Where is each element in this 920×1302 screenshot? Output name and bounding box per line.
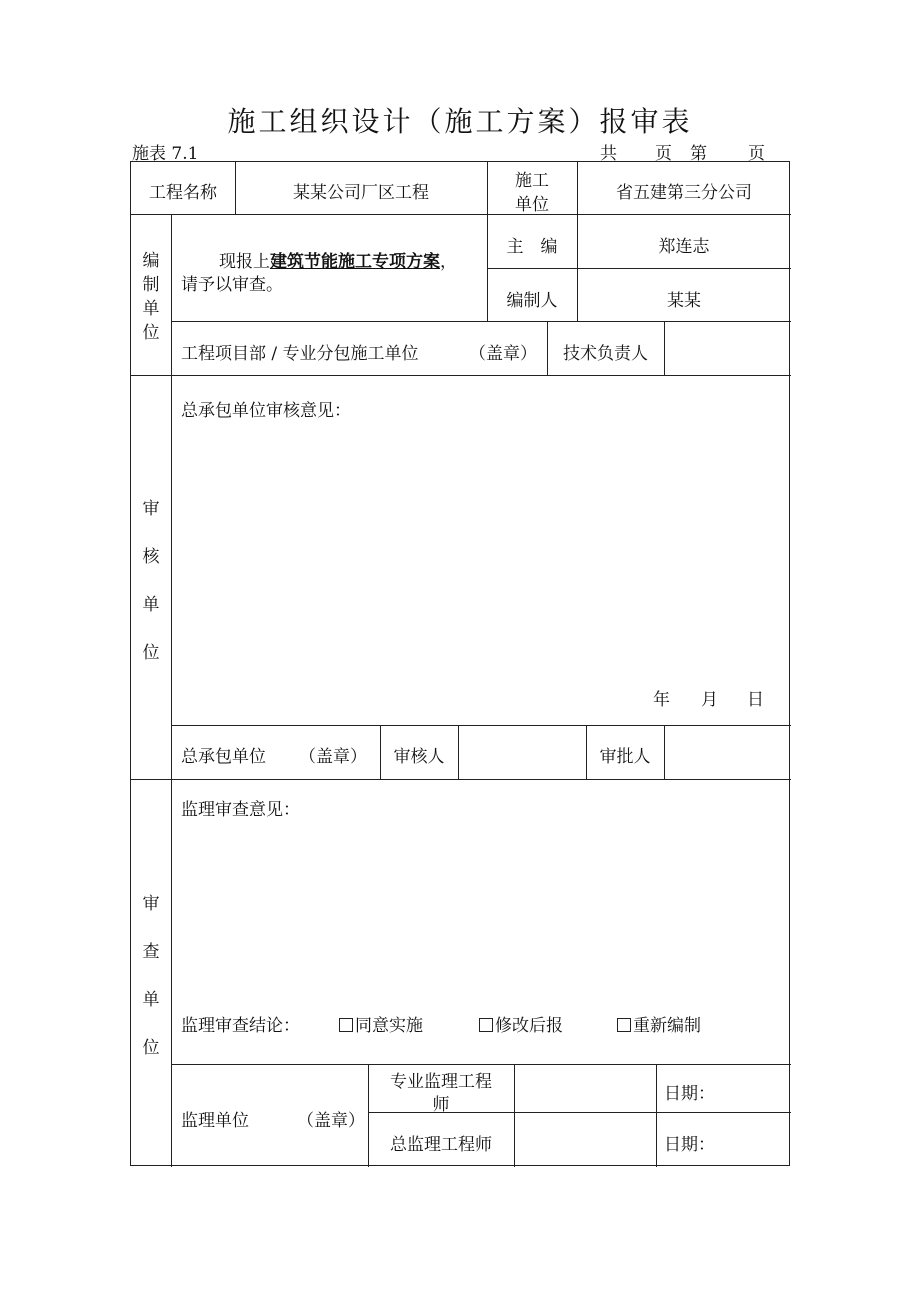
inspect-seal: （盖章） bbox=[297, 1111, 365, 1131]
date-label-2: 日期： bbox=[664, 1135, 715, 1155]
construction-unit-value: 省五建第三分公司 bbox=[616, 183, 752, 203]
reviewer-label: 审核人 bbox=[393, 747, 445, 767]
page-nth-label: 第 bbox=[690, 144, 707, 164]
review-side-char-3: 单 bbox=[142, 595, 160, 615]
chief-engineer-label: 总监理工程师 bbox=[390, 1135, 492, 1155]
inspect-side-char-2: 查 bbox=[142, 942, 160, 962]
review-date-day: 日 bbox=[747, 690, 764, 710]
checkbox-icon[interactable] bbox=[339, 1018, 353, 1032]
prep-dept-label: 工程项目部 / 专业分包施工单位 bbox=[181, 344, 419, 364]
project-name-label: 工程名称 bbox=[149, 183, 217, 203]
project-name-value: 某某公司厂区工程 bbox=[293, 183, 429, 203]
approver-label: 审批人 bbox=[599, 747, 651, 767]
inspect-side-char-4: 位 bbox=[142, 1038, 160, 1058]
page-label-2: 页 bbox=[748, 144, 765, 164]
editor-value: 某某 bbox=[667, 291, 701, 311]
review-unit-label: 总承包单位 bbox=[181, 747, 266, 767]
review-opinion-label: 总承包单位审核意见： bbox=[181, 401, 351, 421]
report-line bbox=[219, 247, 457, 272]
specialist-label-1: 专业监理工程 bbox=[390, 1072, 492, 1092]
page-label: 页 bbox=[655, 144, 672, 164]
inspect-side-char-1: 审 bbox=[142, 894, 160, 914]
review-date-year: 年 bbox=[653, 690, 670, 710]
option-approve-label: 同意实施 bbox=[355, 1016, 423, 1036]
inspect-side-char-3: 单 bbox=[142, 990, 160, 1010]
prep-side-char-2: 制 bbox=[142, 275, 160, 295]
prep-side-char-3: 单 bbox=[142, 299, 160, 319]
prep-seal: （盖章） bbox=[469, 344, 537, 364]
form-table bbox=[130, 161, 790, 1166]
checkbox-icon[interactable] bbox=[479, 1018, 493, 1032]
checkbox-icon[interactable] bbox=[617, 1018, 631, 1032]
report-comma: ， bbox=[440, 252, 457, 272]
option-redo[interactable] bbox=[617, 1011, 701, 1036]
review-date-month: 月 bbox=[701, 690, 718, 710]
report-suffix: 请予以审查。 bbox=[181, 275, 283, 295]
option-approve[interactable] bbox=[339, 1011, 423, 1036]
report-subject: 建筑节能施工专项方案 bbox=[270, 252, 440, 272]
review-side-char-1: 审 bbox=[142, 499, 160, 519]
inspect-opinion-label: 监理审查意见： bbox=[181, 800, 300, 820]
form-number: 施表 7.1 bbox=[132, 144, 199, 164]
specialist-label-2: 师 bbox=[432, 1095, 450, 1115]
date-label-1: 日期： bbox=[664, 1084, 715, 1104]
page-total-label: 共 bbox=[600, 144, 617, 164]
option-revise[interactable] bbox=[479, 1011, 563, 1036]
inspect-conclusion-label: 监理审查结论： bbox=[181, 1016, 300, 1036]
prep-side-char-4: 位 bbox=[142, 323, 160, 343]
construction-unit-label-1: 施工 bbox=[515, 171, 549, 191]
review-side-char-4: 位 bbox=[142, 643, 160, 663]
chief-editor-value: 郑连志 bbox=[658, 237, 710, 257]
report-prefix: 现报上 bbox=[219, 252, 270, 272]
construction-unit-label-2: 单位 bbox=[515, 195, 549, 215]
page-title: 施工组织设计（施工方案）报审表 bbox=[227, 105, 693, 138]
option-revise-label: 修改后报 bbox=[495, 1016, 563, 1036]
tech-lead-label: 技术负责人 bbox=[563, 344, 648, 364]
editor-label: 编制人 bbox=[506, 291, 558, 311]
option-redo-label: 重新编制 bbox=[633, 1016, 701, 1036]
chief-editor-label: 主 编 bbox=[506, 237, 558, 257]
prep-side-char-1: 编 bbox=[142, 251, 160, 271]
review-seal: （盖章） bbox=[299, 747, 367, 767]
inspect-unit-label: 监理单位 bbox=[181, 1111, 249, 1131]
review-side-char-2: 核 bbox=[142, 547, 160, 567]
